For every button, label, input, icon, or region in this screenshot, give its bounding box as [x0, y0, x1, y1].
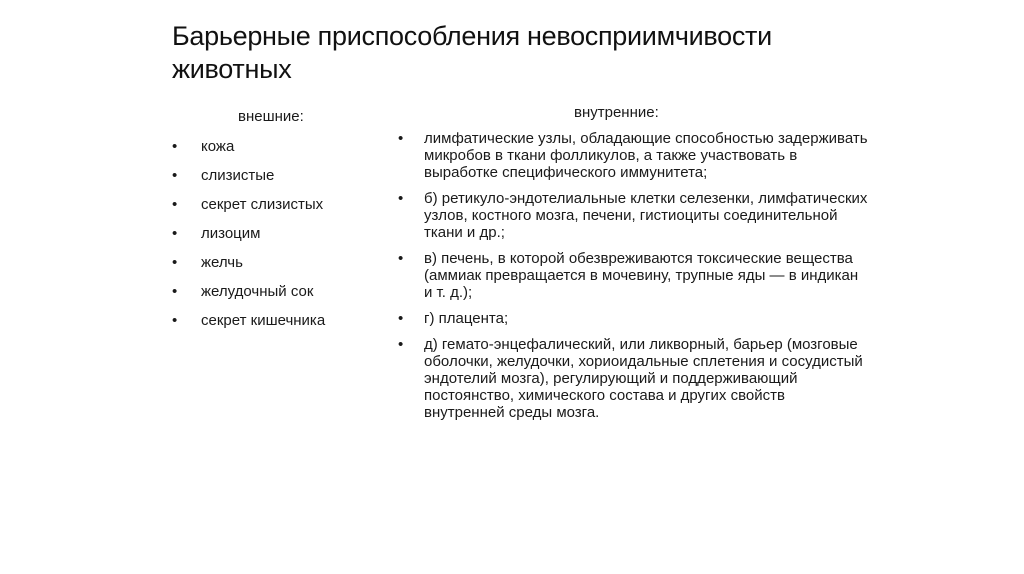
list-item-text: слизистые — [201, 167, 275, 184]
bullet-icon: • — [172, 138, 178, 155]
bullet-icon: • — [172, 312, 178, 329]
slide-title: Барьерные приспособления невосприимчивости животных — [172, 21, 772, 84]
internal-list — [398, 130, 868, 421]
bullet-icon: • — [172, 196, 178, 213]
list-item — [172, 167, 382, 185]
list-item-text: лимфатические узлы, обладающие способностью задерживать микробов в ткани фолликулов, а также участвовать в выработке специфического иммунитета; — [424, 130, 868, 181]
list-item-text: секрет слизистых — [201, 196, 324, 213]
list-item — [172, 283, 382, 301]
internal-barriers-column — [398, 104, 868, 430]
list-item — [398, 130, 868, 181]
external-barriers-column — [172, 108, 382, 341]
bullet-icon: • — [172, 225, 178, 242]
list-item — [398, 310, 868, 327]
list-item-text: г) плацента; — [424, 310, 509, 327]
internal-heading: внутренние: — [574, 104, 659, 121]
list-item — [398, 336, 868, 421]
bullet-icon: • — [172, 283, 178, 300]
list-item-text: желудочный сок — [201, 283, 314, 300]
list-item — [172, 312, 382, 330]
list-item-text: лизоцим — [201, 225, 261, 242]
list-item-text: б) ретикуло-эндотелиальные клетки селезенки, лимфатических узлов, костного мозга, печени, гистиоциты соединительной ткани и др.; — [424, 190, 868, 241]
list-item-text: в) печень, в которой обезвреживаются токсические вещества (аммиак превращается в мочевину, трупные яды — в индикан и т. д.); — [424, 250, 859, 301]
bullet-icon: • — [398, 190, 404, 207]
external-heading: внешние: — [238, 108, 304, 125]
list-item — [172, 196, 382, 214]
list-item — [398, 250, 868, 301]
bullet-icon: • — [398, 336, 404, 353]
list-item-text: д) гемато-энцефалический, или ликворный, барьер (мозговые оболочки, желудочки, хориоидальные сплетения и сосудистый эндотелий мозга), регулирующий и поддерживающий постоянство, химического состава и других свойств внутренней среды мозга. — [424, 336, 863, 421]
list-item — [398, 190, 868, 241]
bullet-icon: • — [172, 254, 178, 271]
bullet-icon: • — [398, 250, 404, 267]
bullet-icon: • — [172, 167, 178, 184]
bullet-icon: • — [398, 310, 404, 327]
external-list — [172, 138, 382, 330]
list-item-text: желчь — [201, 254, 243, 271]
list-item-text: кожа — [201, 138, 235, 155]
list-item-text: секрет кишечника — [201, 312, 326, 329]
list-item — [172, 138, 382, 156]
list-item — [172, 254, 382, 272]
list-item — [172, 225, 382, 243]
bullet-icon: • — [398, 130, 404, 147]
